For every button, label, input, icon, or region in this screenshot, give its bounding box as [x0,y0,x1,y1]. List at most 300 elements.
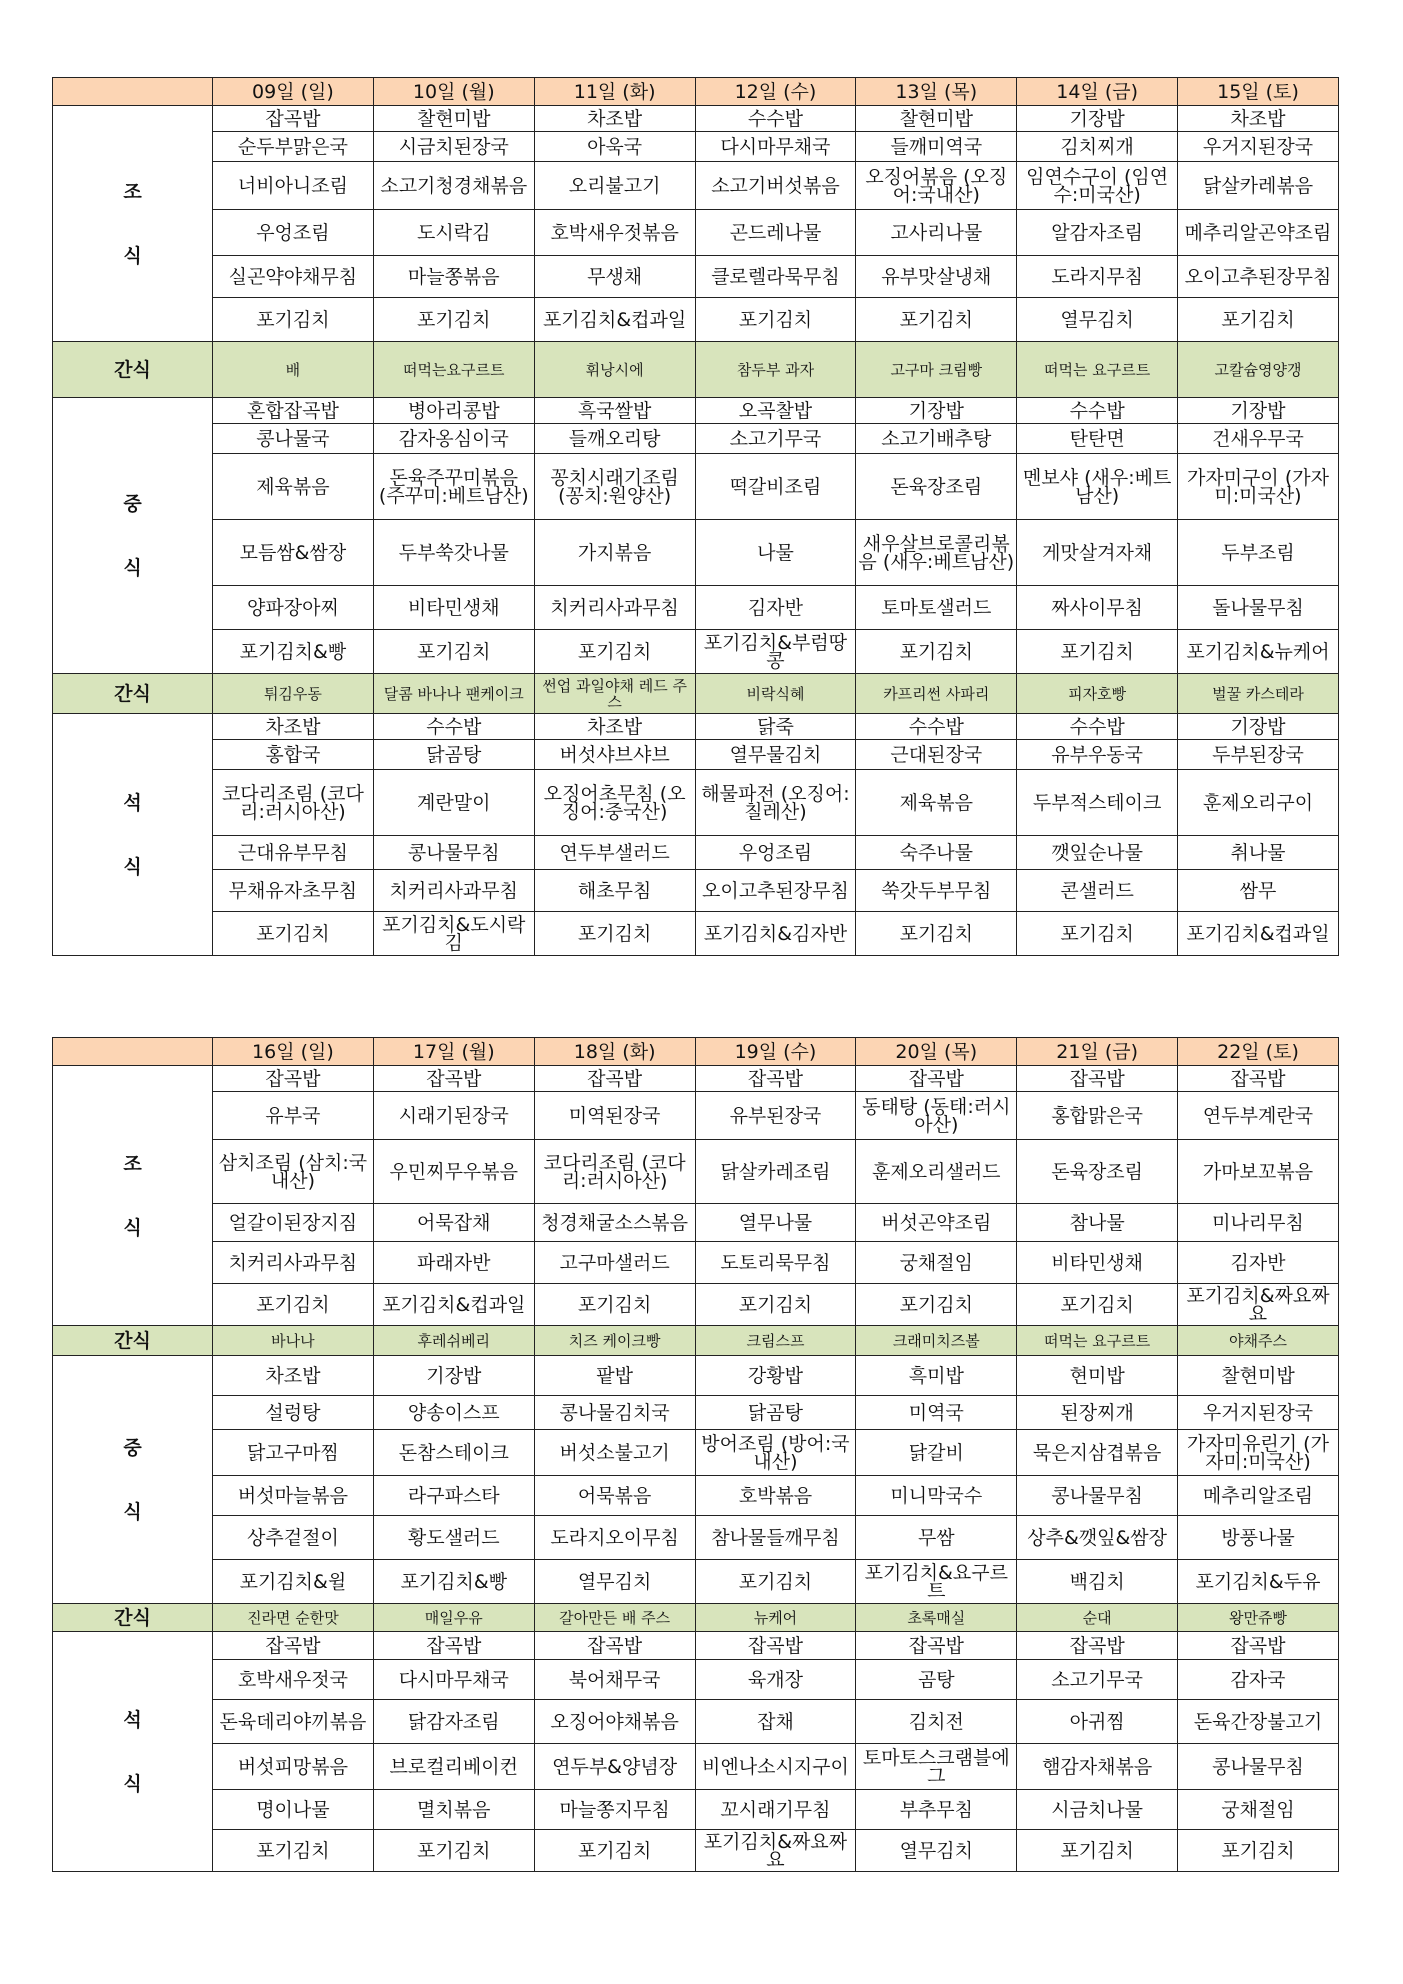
menu-item: 콩나물무침 [1178,1744,1339,1790]
snack-item: 벌꿀 카스테라 [1178,674,1339,714]
menu-item: 포기김치&김자반 [695,912,856,956]
menu-item: 새우살브로콜리볶음 (새우:베트남산) [856,520,1017,586]
menu-item: 순두부맑은국 [213,132,374,162]
menu-item: 다시마무채국 [695,132,856,162]
menu-item: 소고기버섯볶음 [695,162,856,210]
menu-item: 포기김치 [695,1284,856,1326]
menu-item: 우거지된장국 [1178,132,1339,162]
menu-item: 묵은지삼겹볶음 [1017,1430,1178,1476]
menu-item: 동태탕 (동태:러시아산) [856,1092,1017,1140]
menu-item: 포기김치 [213,298,374,342]
snack-item: 크림스프 [695,1326,856,1356]
breakfast-row [53,162,1339,210]
dinner-label-char: 석 [123,791,142,814]
menu-item: 콘샐러드 [1017,870,1178,912]
snack-item: 크래미치즈볼 [856,1326,1017,1356]
menu-item: 수수밥 [373,714,534,740]
dinner-row [53,1744,1339,1790]
menu-item: 미역된장국 [534,1092,695,1140]
menu-item: 돈육장조림 [856,454,1017,520]
menu-item: 잡곡밥 [856,1632,1017,1660]
menu-item: 치커리사과무침 [213,1242,374,1284]
menu-item: 호박볶음 [695,1476,856,1516]
menu-item: 아욱국 [534,132,695,162]
menu-item: 다시마무채국 [373,1660,534,1700]
menu-item: 닭곰탕 [695,1396,856,1430]
menu-item: 아귀찜 [1017,1700,1178,1744]
snack-item: 배 [213,342,374,398]
menu-item: 연두부계란국 [1178,1092,1339,1140]
menu-item: 버섯소불고기 [534,1430,695,1476]
snack-item: 고칼슘영양갱 [1178,342,1339,398]
menu-item: 돈육간장불고기 [1178,1700,1339,1744]
header-corner [53,1038,213,1066]
menu-item: 닭감자조림 [373,1700,534,1744]
menu-item: 비타민생채 [1017,1242,1178,1284]
dinner-label [53,1632,213,1872]
menu-item: 포기김치&짜요짜요 [1178,1284,1339,1326]
day-header: 10일 (월) [373,78,534,106]
menu-item: 코다리조림 (코다리:러시아산) [213,770,374,836]
menu-item: 포기김치 [373,298,534,342]
snack-item: 초록매실 [856,1604,1017,1632]
menu-item: 우엉조림 [695,836,856,870]
breakfast-row [53,1092,1339,1140]
breakfast-row [53,210,1339,256]
menu-item: 알감자조림 [1017,210,1178,256]
menu-item: 포기김치 [856,630,1017,674]
menu-item: 닭고구마찜 [213,1430,374,1476]
menu-item: 포기김치 [213,1830,374,1872]
menu-item: 클로렐라묵무침 [695,256,856,298]
menu-item: 가마보꼬볶음 [1178,1140,1339,1204]
menu-item: 비엔나소시지구이 [695,1744,856,1790]
snack-item: 비락식혜 [695,674,856,714]
menu-item: 잡곡밥 [373,1066,534,1092]
lunch-row [53,630,1339,674]
menu-item: 미니막국수 [856,1476,1017,1516]
menu-item: 포기김치 [373,1830,534,1872]
menu-item: 포기김치&요구르트 [856,1560,1017,1604]
snack-item: 후레쉬베리 [373,1326,534,1356]
menu-item: 비타민생채 [373,586,534,630]
menu-item: 어묵볶음 [534,1476,695,1516]
menu-item: 찰현미밥 [856,106,1017,132]
menu-item: 부추무침 [856,1790,1017,1830]
menu-item: 유부국 [213,1092,374,1140]
menu-item: 도라지무침 [1017,256,1178,298]
menu-item: 기장밥 [1178,398,1339,424]
menu-item: 팥밥 [534,1356,695,1396]
menu-item: 소고기무국 [695,424,856,454]
menu-item: 차조밥 [213,1356,374,1396]
menu-item: 황도샐러드 [373,1516,534,1560]
menu-item: 참나물들깨무침 [695,1516,856,1560]
menu-item: 상추겉절이 [213,1516,374,1560]
dinner-row [53,740,1339,770]
menu-item: 잡곡밥 [213,106,374,132]
menu-item: 버섯마늘볶음 [213,1476,374,1516]
day-header: 19일 (수) [695,1038,856,1066]
menu-item: 기장밥 [1017,106,1178,132]
menu-item: 열무김치 [856,1830,1017,1872]
dinner-label-char: 석 [123,1708,142,1731]
menu-item: 잡곡밥 [695,1632,856,1660]
snack-item: 카프리썬 사파리 [856,674,1017,714]
menu-item: 열무물김치 [695,740,856,770]
menu-item: 들깨오리탕 [534,424,695,454]
menu-item: 곤드레나물 [695,210,856,256]
day-header: 21일 (금) [1017,1038,1178,1066]
menu-item: 꼬시래기무침 [695,1790,856,1830]
menu-item: 기장밥 [856,398,1017,424]
menu-item: 버섯곤약조림 [856,1204,1017,1242]
menu-item: 포기김치&짜요짜요 [695,1830,856,1872]
snack-label: 간식 [53,1326,213,1356]
snack-item: 왕만쥬빵 [1178,1604,1339,1632]
menu-item: 건새우무국 [1178,424,1339,454]
snack-item: 달콤 바나나 팬케이크 [373,674,534,714]
menu-item: 마늘쫑볶음 [373,256,534,298]
menu-item: 훈제오리샐러드 [856,1140,1017,1204]
breakfast-label [53,1066,213,1326]
breakfast-label-char: 조 [123,1152,142,1175]
header-corner [53,78,213,106]
dinner-label-char: 식 [123,855,142,878]
dinner-row [53,714,1339,740]
snack-item: 뉴케어 [695,1604,856,1632]
day-header: 20일 (목) [856,1038,1017,1066]
snack-item: 바나나 [213,1326,374,1356]
menu-item: 포기김치&부럼땅콩 [695,630,856,674]
menu-item: 두부쑥갓나물 [373,520,534,586]
menu-item: 백김치 [1017,1560,1178,1604]
menu-item: 어묵잡채 [373,1204,534,1242]
menu-item: 두부조림 [1178,520,1339,586]
menu-item: 탄탄면 [1017,424,1178,454]
menu-item: 잡곡밥 [1178,1632,1339,1660]
menu-item: 브로컬리베이컨 [373,1744,534,1790]
lunch-row [53,398,1339,424]
menu-item: 김자반 [1178,1242,1339,1284]
menu-item: 차조밥 [213,714,374,740]
menu-item: 청경채굴소스볶음 [534,1204,695,1242]
menu-item: 오징어볶음 (오징어:국내산) [856,162,1017,210]
menu-item: 육개장 [695,1660,856,1700]
weekly-menu-table-2 [52,1037,1339,1872]
menu-item: 해초무침 [534,870,695,912]
menu-item: 명이나물 [213,1790,374,1830]
menu-item: 차조밥 [534,714,695,740]
breakfast-label-char: 식 [123,244,142,267]
menu-item: 포기김치 [856,1284,1017,1326]
menu-item: 포기김치&두유 [1178,1560,1339,1604]
snack-item: 순대 [1017,1604,1178,1632]
menu-item: 북어채무국 [534,1660,695,1700]
menu-item: 미역국 [856,1396,1017,1430]
snack-item: 휘낭시에 [534,342,695,398]
menu-item: 포기김치 [1178,298,1339,342]
day-header: 15일 (토) [1178,78,1339,106]
menu-item: 포기김치 [1017,630,1178,674]
menu-item: 포기김치 [695,1560,856,1604]
menu-item: 잡곡밥 [1017,1632,1178,1660]
menu-item: 된장찌개 [1017,1396,1178,1430]
snack-item: 떠먹는 요구르트 [1017,1326,1178,1356]
menu-item: 병아리콩밥 [373,398,534,424]
menu-item: 혼합잡곡밥 [213,398,374,424]
menu-item: 오곡찰밥 [695,398,856,424]
snack-item: 떠먹는 요구르트 [1017,342,1178,398]
snack2-row [53,1604,1339,1632]
menu-item: 포기김치&도시락김 [373,912,534,956]
menu-item: 두부된장국 [1178,740,1339,770]
menu-item: 김자반 [695,586,856,630]
snack-item: 고구마 크림빵 [856,342,1017,398]
menu-item: 실곤약야채무침 [213,256,374,298]
menu-item: 콩나물무침 [1017,1476,1178,1516]
menu-item: 임연수구이 (임연수:미국산) [1017,162,1178,210]
day-header: 13일 (목) [856,78,1017,106]
menu-item: 열무김치 [534,1560,695,1604]
breakfast-row [53,256,1339,298]
lunch-row [53,1356,1339,1396]
menu-item: 콩나물국 [213,424,374,454]
menu-item: 포기김치&뉴케어 [1178,630,1339,674]
menu-item: 찰현미밥 [1178,1356,1339,1396]
menu-item: 너비아니조림 [213,162,374,210]
menu-item: 도라지오이무침 [534,1516,695,1560]
menu-item: 김치전 [856,1700,1017,1744]
breakfast-row [53,1140,1339,1204]
day-header-row [53,78,1339,106]
snack-item: 참두부 과자 [695,342,856,398]
menu-item: 오징어야채볶음 [534,1700,695,1744]
menu-item: 근대된장국 [856,740,1017,770]
day-header: 12일 (수) [695,78,856,106]
menu-item: 치커리사과무침 [534,586,695,630]
menu-item: 홍합맑은국 [1017,1092,1178,1140]
menu-item: 포기김치 [856,298,1017,342]
day-header: 11일 (화) [534,78,695,106]
breakfast-label-char: 식 [123,1216,142,1239]
lunch-row [53,1430,1339,1476]
menu-item: 포기김치&컵과일 [1178,912,1339,956]
menu-item: 포기김치 [534,1284,695,1326]
lunch-row [53,520,1339,586]
menu-item: 깻잎순나물 [1017,836,1178,870]
menu-item: 쑥갓두부무침 [856,870,1017,912]
menu-item: 근대유부무침 [213,836,374,870]
menu-item: 잡곡밥 [695,1066,856,1092]
dinner-row [53,912,1339,956]
menu-item: 소고기배추탕 [856,424,1017,454]
menu-item: 두부적스테이크 [1017,770,1178,836]
day-header: 14일 (금) [1017,78,1178,106]
weekly-menu-table-1 [52,77,1339,956]
menu-item: 기장밥 [1178,714,1339,740]
menu-item: 포기김치 [534,630,695,674]
snack-item: 피자호빵 [1017,674,1178,714]
menu-item: 우엉조림 [213,210,374,256]
menu-item: 우거지된장국 [1178,1396,1339,1430]
dinner-row [53,1790,1339,1830]
lunch-label-char: 식 [123,556,142,579]
snack-item: 튀김우동 [213,674,374,714]
menu-item: 닭갈비 [856,1430,1017,1476]
menu-item: 돈육데리야끼볶음 [213,1700,374,1744]
menu-item: 닭살카레볶음 [1178,162,1339,210]
menu-item: 쌈무 [1178,870,1339,912]
menu-item: 포기김치&컵과일 [373,1284,534,1326]
snack-item: 썬업 과일야채 레드 주스 [534,674,695,714]
breakfast-row [53,1204,1339,1242]
menu-item: 포기김치 [534,1830,695,1872]
lunch-label-char: 식 [123,1500,142,1523]
breakfast-row [53,298,1339,342]
menu-item: 열무나물 [695,1204,856,1242]
menu-item: 차조밥 [1178,106,1339,132]
menu-item: 잡곡밥 [534,1632,695,1660]
menu-item: 수수밥 [856,714,1017,740]
menu-item: 꽁치시래기조림 (꽁치:원양산) [534,454,695,520]
snack1-row [53,1326,1339,1356]
menu-item: 제육볶음 [856,770,1017,836]
menu-item: 돈참스테이크 [373,1430,534,1476]
menu-item: 양파장아찌 [213,586,374,630]
menu-item: 소고기청경채볶음 [373,162,534,210]
menu-item: 차조밥 [534,106,695,132]
menu-item: 수수밥 [1017,714,1178,740]
menu-item: 도토리묵무침 [695,1242,856,1284]
menu-item: 나물 [695,520,856,586]
menu-item: 잡곡밥 [1017,1066,1178,1092]
menu-item: 방풍나물 [1178,1516,1339,1560]
menu-item: 돌나물무침 [1178,586,1339,630]
menu-item: 기장밥 [373,1356,534,1396]
menu-item: 훈제오리구이 [1178,770,1339,836]
menu-item: 버섯피망볶음 [213,1744,374,1790]
day-header: 18일 (화) [534,1038,695,1066]
menu-item: 흑국쌀밥 [534,398,695,424]
menu-item: 취나물 [1178,836,1339,870]
menu-item: 짜사이무침 [1017,586,1178,630]
breakfast-row [53,106,1339,132]
menu-item: 토마토샐러드 [856,586,1017,630]
menu-item: 감자국 [1178,1660,1339,1700]
menu-item: 치커리사과무침 [373,870,534,912]
menu-item: 방어조림 (방어:국내산) [695,1430,856,1476]
breakfast-row [53,1284,1339,1326]
snack-item: 떠먹는요구르트 [373,342,534,398]
lunch-row [53,586,1339,630]
menu-item: 수수밥 [1017,398,1178,424]
menu-item: 콩나물김치국 [534,1396,695,1430]
lunch-row [53,1476,1339,1516]
menu-item: 코다리조림 (코다리:러시아산) [534,1140,695,1204]
menu-item: 고구마샐러드 [534,1242,695,1284]
lunch-row [53,454,1339,520]
day-header: 16일 (일) [213,1038,374,1066]
breakfast-row [53,1242,1339,1284]
menu-item: 연두부샐러드 [534,836,695,870]
dinner-label-char: 식 [123,1772,142,1795]
menu-item: 삼치조림 (삼치:국내산) [213,1140,374,1204]
menu-item: 포기김치 [213,912,374,956]
menu-item: 무채유자초무침 [213,870,374,912]
menu-item: 포기김치 [1017,1284,1178,1326]
menu-item: 마늘쫑지무침 [534,1790,695,1830]
menu-item: 게맛살겨자채 [1017,520,1178,586]
menu-item: 김치찌개 [1017,132,1178,162]
menu-item: 모듬쌈&쌈장 [213,520,374,586]
menu-item: 유부우동국 [1017,740,1178,770]
snack2-row [53,674,1339,714]
lunch-row [53,424,1339,454]
menu-item: 포기김치 [534,912,695,956]
menu-item: 시금치나물 [1017,1790,1178,1830]
menu-item: 양송이스프 [373,1396,534,1430]
menu-item: 무쌈 [856,1516,1017,1560]
menu-item: 궁채절임 [856,1242,1017,1284]
menu-item: 돈육장조림 [1017,1140,1178,1204]
menu-item: 잡곡밥 [373,1632,534,1660]
menu-item: 포기김치&컵과일 [534,298,695,342]
lunch-row [53,1560,1339,1604]
menu-item: 잡곡밥 [213,1632,374,1660]
menu-item: 포기김치&빵 [213,630,374,674]
menu-item: 햄감자채볶음 [1017,1744,1178,1790]
menu-item: 가자미유린기 (가자미:미국산) [1178,1430,1339,1476]
menu-item: 토마토스크램블에그 [856,1744,1017,1790]
menu-item: 현미밥 [1017,1356,1178,1396]
menu-item: 닭곰탕 [373,740,534,770]
menu-item: 파래자반 [373,1242,534,1284]
menu-item: 멸치볶음 [373,1790,534,1830]
menu-item: 숙주나물 [856,836,1017,870]
menu-item: 찰현미밥 [373,106,534,132]
menu-item: 미나리무침 [1178,1204,1339,1242]
menu-item: 흑미밥 [856,1356,1017,1396]
menu-item: 잡곡밥 [856,1066,1017,1092]
menu-item: 시래기된장국 [373,1092,534,1140]
menu-item: 도시락김 [373,210,534,256]
menu-item: 강황밥 [695,1356,856,1396]
snack-item: 야채주스 [1178,1326,1339,1356]
day-header: 09일 (일) [213,78,374,106]
menu-item: 오이고추된장무침 [1178,256,1339,298]
menu-item: 우민찌무우볶음 [373,1140,534,1204]
menu-item: 소고기무국 [1017,1660,1178,1700]
snack-label: 간식 [53,1604,213,1632]
dinner-row [53,836,1339,870]
snack-item: 치즈 케이크빵 [534,1326,695,1356]
dinner-row [53,870,1339,912]
menu-item: 잡곡밥 [1178,1066,1339,1092]
menu-item: 닭죽 [695,714,856,740]
menu-item: 오리불고기 [534,162,695,210]
menu-item: 들깨미역국 [856,132,1017,162]
menu-item: 포기김치 [213,1284,374,1326]
day-header-row [53,1038,1339,1066]
menu-item: 유부맛살냉채 [856,256,1017,298]
menu-body [53,1038,1339,1872]
menu-item: 고사리나물 [856,210,1017,256]
menu-item: 잡채 [695,1700,856,1744]
lunch-row [53,1396,1339,1430]
menu-item: 잡곡밥 [213,1066,374,1092]
day-header: 17일 (월) [373,1038,534,1066]
